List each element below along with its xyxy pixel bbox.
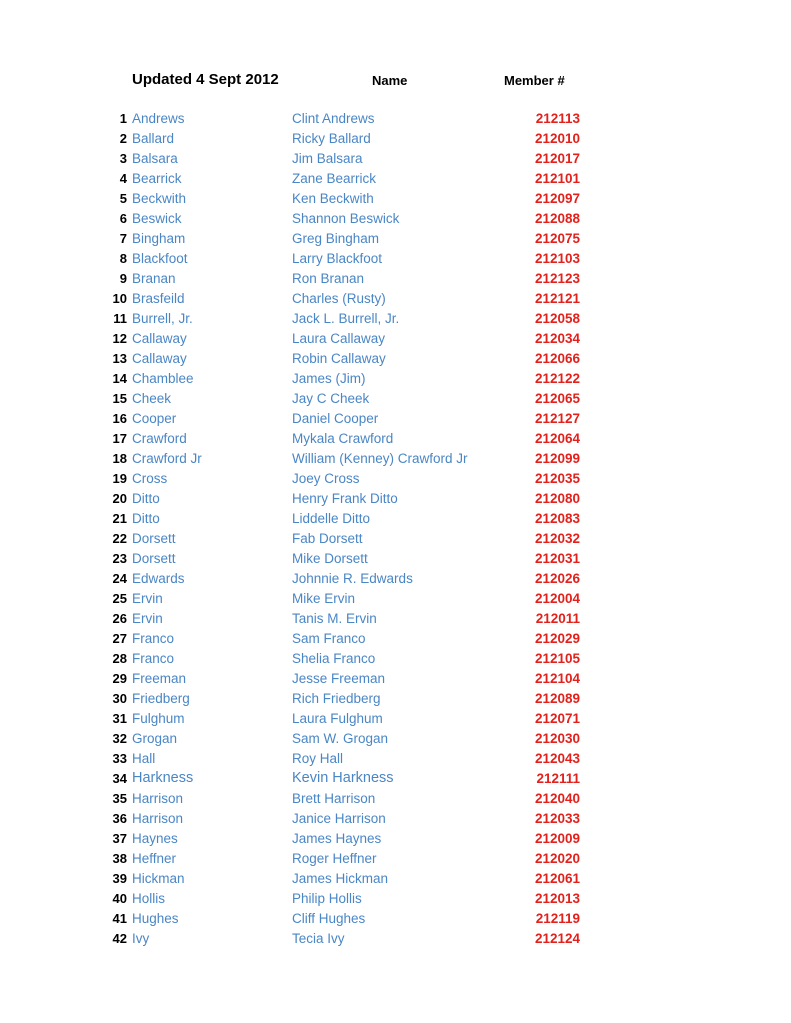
last-name-cell: Freeman [132,671,187,686]
last-name-cell: Dorsett [132,531,176,546]
last-name-cell: Andrews [132,111,185,126]
full-name-cell: Robin Callaway [292,351,386,366]
full-name-cell: James (Jim) [292,371,366,386]
row-number: 32 [112,731,127,746]
last-name-cell: Hollis [132,891,166,906]
last-name-cell: Haynes [132,831,178,846]
last-name-cell: Franco [132,631,175,646]
member-number-cell: 212071 [534,711,580,726]
row-number: 33 [112,751,127,766]
full-name-cell: James Haynes [292,831,382,846]
last-name-cell: Beswick [132,211,182,226]
full-name-cell: Zane Bearrick [292,171,377,186]
member-number-cell: 212061 [534,871,580,886]
member-number-cell: 212127 [534,411,580,426]
row-number: 14 [112,371,127,386]
full-name-cell: Ken Beckwith [292,191,374,206]
full-name-cell: Charles (Rusty) [292,291,386,306]
table-row [0,249,791,269]
member-number-cell: 212066 [534,351,580,366]
row-number: 29 [112,671,127,686]
member-number-cell: 212097 [534,191,580,206]
last-name-cell: Cross [132,471,168,486]
last-name-cell: Ballard [132,131,175,146]
last-name-cell: Hughes [132,911,179,926]
last-name-cell: Bingham [132,231,186,246]
table-row [0,649,791,669]
row-number: 5 [119,191,127,206]
full-name-cell: Joey Cross [292,471,360,486]
last-name-cell: Harkness [132,770,194,786]
table-row [0,809,791,829]
table-row [0,869,791,889]
full-name-cell: Roy Hall [292,751,344,766]
member-number-cell: 212030 [534,731,580,746]
full-name-cell: Laura Callaway [292,331,386,346]
last-name-cell: Burrell, Jr. [132,311,193,326]
row-number: 31 [112,711,127,726]
full-name-cell: Greg Bingham [292,231,380,246]
member-number-cell: 212075 [534,231,580,246]
row-number: 8 [119,251,127,266]
table-row [0,189,791,209]
full-name-cell: Mike Ervin [292,591,356,606]
full-name-cell: Liddelle Ditto [292,511,371,526]
table-row [0,509,791,529]
table-row [0,389,791,409]
table-row [0,889,791,909]
last-name-cell: Ditto [132,491,160,506]
row-number: 23 [112,551,127,566]
last-name-cell: Ervin [132,591,163,606]
full-name-cell: Mike Dorsett [292,551,368,566]
member-number-cell: 212033 [534,811,580,826]
row-number: 38 [112,851,127,866]
last-name-cell: Heffner [132,851,177,866]
member-number-cell: 212058 [534,311,580,326]
full-name-cell: Johnnie R. Edwards [292,571,413,586]
table-row [0,709,791,729]
table-row [0,129,791,149]
member-number-cell: 212009 [534,831,580,846]
row-number: 1 [119,111,127,126]
full-name-cell: Roger Heffner [292,851,377,866]
row-number: 34 [112,771,127,786]
row-number: 41 [112,911,127,926]
row-number: 17 [112,431,127,446]
table-row [0,169,791,189]
row-number: 21 [112,511,127,526]
row-number: 30 [112,691,127,706]
row-number: 18 [112,451,127,466]
table-row [0,309,791,329]
table-row [0,589,791,609]
member-list [0,109,791,949]
full-name-cell: Laura Fulghum [292,711,383,726]
row-number: 35 [112,791,127,806]
full-name-cell: Jim Balsara [292,151,363,166]
last-name-cell: Callaway [132,351,187,366]
full-name-cell: Daniel Cooper [292,411,379,426]
table-row [0,569,791,589]
table-row [0,849,791,869]
table-row [0,149,791,169]
table-row [0,749,791,769]
table-row [0,269,791,289]
member-number-cell: 212105 [534,651,580,666]
full-name-cell: Larry Blackfoot [292,251,383,266]
last-name-cell: Ditto [132,511,160,526]
member-number-cell: 212089 [534,691,580,706]
member-number-cell: 212113 [535,111,580,126]
full-name-cell: Rich Friedberg [292,691,381,706]
table-row [0,489,791,509]
full-name-cell: Philip Hollis [292,891,362,906]
full-name-cell: Shannon Beswick [292,211,400,226]
member-number-cell: 212111 [536,771,580,786]
last-name-cell: Chamblee [132,371,194,386]
last-name-cell: Cheek [132,391,172,406]
last-name-cell: Blackfoot [132,251,188,266]
full-name-cell: Ron Branan [292,271,365,286]
updated-date-heading: Updated 4 Sept 2012 [132,71,279,88]
member-number-cell: 212020 [534,851,580,866]
table-row [0,629,791,649]
member-number-cell: 212010 [534,131,580,146]
row-number: 4 [119,171,127,186]
row-number: 39 [112,871,127,886]
table-row [0,909,791,929]
last-name-cell: Hickman [132,871,185,886]
full-name-cell: Brett Harrison [292,791,376,806]
member-number-cell: 212040 [534,791,580,806]
member-number-column-header: Member # [504,73,565,88]
full-name-cell: Henry Frank Ditto [292,491,398,506]
last-name-cell: Crawford [132,431,187,446]
row-number: 37 [112,831,127,846]
member-number-cell: 212034 [534,331,580,346]
table-row [0,609,791,629]
row-number: 6 [119,211,127,226]
table-row [0,109,791,129]
table-row [0,729,791,749]
full-name-cell: James Hickman [292,871,389,886]
table-row [0,409,791,429]
last-name-cell: Harrison [132,791,184,806]
last-name-cell: Balsara [132,151,178,166]
row-number: 26 [112,611,127,626]
full-name-cell: Jay C Cheek [292,391,370,406]
row-number: 3 [119,151,127,166]
table-row [0,669,791,689]
last-name-cell: Harrison [132,811,184,826]
full-name-cell: Tanis M. Ervin [292,611,377,626]
last-name-cell: Hall [132,751,156,766]
row-number: 27 [112,631,127,646]
full-name-cell: Ricky Ballard [292,131,371,146]
table-row [0,529,791,549]
last-name-cell: Ervin [132,611,163,626]
row-number: 36 [112,811,127,826]
full-name-cell: Fab Dorsett [292,531,363,546]
table-row [0,789,791,809]
table-row [0,349,791,369]
full-name-cell: Mykala Crawford [292,431,394,446]
member-number-cell: 212121 [534,291,580,306]
member-number-cell: 212004 [534,591,580,606]
row-number: 11 [113,311,127,326]
full-name-cell: Sam Franco [292,631,366,646]
last-name-cell: Brasfeild [132,291,185,306]
row-number: 20 [112,491,127,506]
full-name-cell: Sam W. Grogan [292,731,389,746]
member-number-cell: 212064 [534,431,580,446]
full-name-cell: Shelia Franco [292,651,376,666]
last-name-cell: Dorsett [132,551,176,566]
row-number: 2 [119,131,127,146]
member-number-cell: 212026 [534,571,580,586]
row-number: 40 [112,891,127,906]
last-name-cell: Edwards [132,571,185,586]
member-number-cell: 212043 [534,751,580,766]
member-number-cell: 212031 [534,551,580,566]
member-number-cell: 212065 [534,391,580,406]
member-number-cell: 212088 [534,211,580,226]
row-number: 24 [112,571,127,586]
member-number-cell: 212035 [534,471,580,486]
table-row [0,329,791,349]
member-number-cell: 212122 [534,371,580,386]
table-row [0,549,791,569]
full-name-cell: Tecia Ivy [292,931,345,946]
row-number: 16 [112,411,127,426]
table-row [0,929,791,949]
member-number-cell: 212080 [534,491,580,506]
table-row [0,289,791,309]
last-name-cell: Branan [132,271,176,286]
member-number-cell: 212101 [534,171,580,186]
table-row [0,449,791,469]
row-number: 15 [112,391,127,406]
table-row [0,689,791,709]
full-name-cell: Janice Harrison [292,811,386,826]
row-number: 13 [112,351,127,366]
row-number: 10 [112,291,127,306]
last-name-cell: Cooper [132,411,177,426]
member-number-cell: 212011 [535,611,580,626]
member-number-cell: 212119 [535,911,580,926]
last-name-cell: Crawford Jr [132,451,202,466]
row-number: 9 [119,271,127,286]
full-name-cell: Kevin Harkness [292,770,394,786]
last-name-cell: Franco [132,651,175,666]
full-name-cell: Clint Andrews [292,111,375,126]
row-number: 7 [119,231,127,246]
member-number-cell: 212103 [534,251,580,266]
name-column-header: Name [372,73,408,88]
table-row [0,469,791,489]
last-name-cell: Grogan [132,731,178,746]
row-number: 28 [112,651,127,666]
row-number: 12 [112,331,127,346]
full-name-cell: Jack L. Burrell, Jr. [292,311,400,326]
row-number: 42 [112,931,127,946]
full-name-cell: William (Kenney) Crawford Jr [292,451,468,466]
member-number-cell: 212013 [534,891,580,906]
last-name-cell: Bearrick [132,171,182,186]
table-row [0,209,791,229]
last-name-cell: Callaway [132,331,187,346]
table-row [0,769,791,789]
table-row [0,229,791,249]
member-number-cell: 212032 [534,531,580,546]
table-header [0,70,791,90]
last-name-cell: Friedberg [132,691,190,706]
member-number-cell: 212017 [534,151,580,166]
row-number: 22 [112,531,127,546]
table-row [0,429,791,449]
member-number-cell: 212083 [534,511,580,526]
member-number-cell: 212123 [534,271,580,286]
last-name-cell: Ivy [132,931,150,946]
table-row [0,369,791,389]
member-number-cell: 212104 [534,671,580,686]
full-name-cell: Jesse Freeman [292,671,386,686]
member-number-cell: 212029 [534,631,580,646]
member-number-cell: 212124 [534,931,580,946]
full-name-cell: Cliff Hughes [292,911,366,926]
last-name-cell: Beckwith [132,191,187,206]
row-number: 25 [112,591,127,606]
row-number: 19 [112,471,127,486]
member-number-cell: 212099 [534,451,580,466]
table-row [0,829,791,849]
last-name-cell: Fulghum [132,711,185,726]
